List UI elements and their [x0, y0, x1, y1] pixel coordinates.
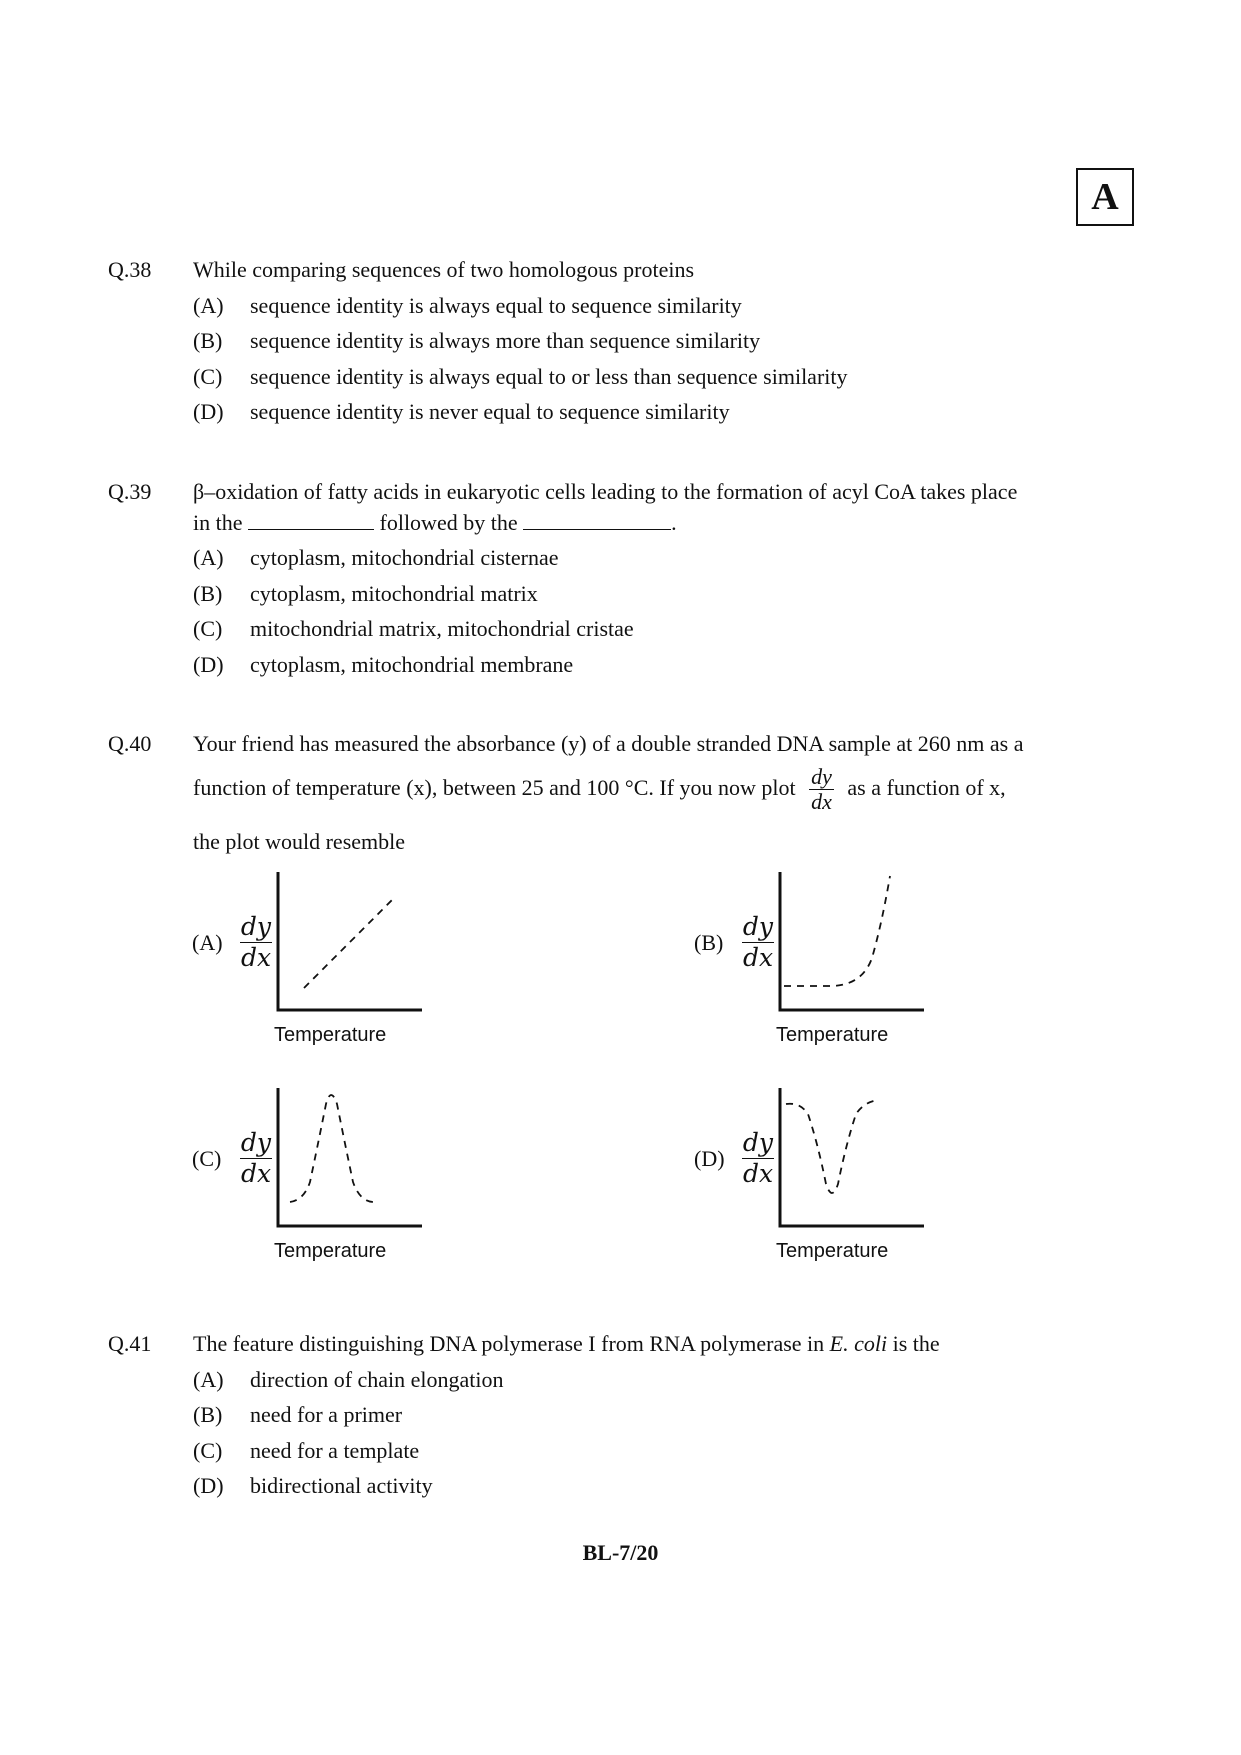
option-label: (A)	[193, 1367, 224, 1392]
graph-plot	[692, 868, 952, 1018]
option-label: (D)	[193, 652, 224, 677]
answer-blank-2	[523, 507, 671, 530]
curve-peak	[290, 1095, 374, 1202]
text-segment: is the	[892, 1331, 940, 1356]
option-text: bidirectional activity	[250, 1473, 433, 1498]
fraction-denominator: dx	[811, 789, 832, 815]
option-text: sequence identity is always equal to or less than sequence similarity	[250, 364, 848, 389]
option-text: cytoplasm, mitochondrial membrane	[250, 652, 574, 677]
graph-label: (A)	[192, 930, 223, 955]
option-text: mitochondrial matrix, mitochondrial cristae	[250, 616, 634, 641]
x-axis-label: Temperature	[776, 1024, 889, 1046]
question-text-line1: Your friend has measured the absorbance (y) of a double stranded DNA sample at 260 nm as a	[193, 731, 1024, 756]
curve-linear-increase	[304, 898, 394, 988]
option-text: cytoplasm, mitochondrial cisternae	[250, 545, 559, 570]
option-text: sequence identity is always equal to sequence similarity	[250, 293, 742, 318]
option-label: (A)	[193, 293, 224, 318]
text-segment: .	[671, 510, 677, 535]
x-axis-label: Temperature	[274, 1240, 387, 1262]
question-number: Q.38	[108, 257, 152, 282]
graph-option-d[interactable]	[692, 1084, 952, 1274]
option-text: sequence identity is always more than sequence similarity	[250, 328, 761, 353]
curve-exponential-rise	[784, 876, 890, 986]
y-axis-numerator: dy	[240, 1128, 272, 1157]
option-label: (B)	[193, 581, 223, 606]
answer-blank-1	[248, 507, 374, 530]
option-label: (C)	[193, 1438, 223, 1463]
question-number: Q.40	[108, 731, 152, 756]
option-label: (B)	[193, 1402, 223, 1427]
question-text	[193, 1326, 1133, 1362]
y-axis-denominator: dx	[742, 943, 774, 972]
y-axis-denominator: dx	[742, 1159, 774, 1188]
text-segment: function of temperature (x), between 25 and 100 °C. If you now plot	[193, 775, 796, 800]
option-text: direction of chain elongation	[250, 1367, 504, 1392]
option-text: need for a template	[250, 1438, 420, 1463]
graph-label: (C)	[192, 1146, 222, 1171]
option-text: need for a primer	[250, 1402, 403, 1427]
graph-label: (D)	[694, 1146, 725, 1171]
graph-label: (B)	[694, 930, 724, 955]
y-axis-numerator: dy	[742, 912, 774, 941]
organism-name: E. coli	[829, 1331, 888, 1356]
graph-plot	[692, 1084, 952, 1234]
graph-plot	[190, 868, 450, 1018]
graph-plot	[190, 1084, 450, 1234]
text-segment: followed by the	[379, 510, 518, 535]
question-text-line2	[193, 505, 1133, 541]
derivative-fraction	[809, 765, 834, 814]
question-text-line2	[193, 764, 1133, 814]
set-code-box	[1076, 168, 1134, 226]
y-axis-denominator: dx	[240, 943, 272, 972]
text-segment: in the	[193, 510, 243, 535]
question-text: While comparing sequences of two homologous proteins	[193, 257, 695, 282]
question-text-line1: β–oxidation of fatty acids in eukaryotic cells leading to the formation of acyl CoA takes place	[193, 479, 1018, 504]
graph-option-c[interactable]	[190, 1084, 450, 1274]
text-segment: as a function of x,	[847, 775, 1006, 800]
y-axis-numerator: dy	[742, 1128, 774, 1157]
text-segment: The feature distinguishing DNA polymerase I from RNA polymerase in	[193, 1331, 825, 1356]
question-text-line3: the plot would resemble	[193, 829, 406, 854]
curve-dip	[786, 1100, 878, 1193]
graph-option-a[interactable]	[190, 868, 450, 1058]
option-label: (D)	[193, 399, 224, 424]
x-axis-label: Temperature	[274, 1024, 387, 1046]
option-label: (B)	[193, 328, 223, 353]
y-axis-numerator: dy	[240, 912, 272, 941]
option-label: (C)	[193, 364, 223, 389]
option-text: cytoplasm, mitochondrial matrix	[250, 581, 538, 606]
question-number: Q.39	[108, 479, 152, 504]
option-label: (A)	[193, 545, 224, 570]
y-axis-denominator: dx	[240, 1159, 272, 1188]
option-text: sequence identity is never equal to sequence similarity	[250, 399, 730, 424]
page-footer: BL-7/20	[582, 1540, 659, 1565]
option-label: (D)	[193, 1473, 224, 1498]
graph-option-b[interactable]	[692, 868, 952, 1058]
set-code: A	[1091, 176, 1119, 218]
question-number: Q.41	[108, 1331, 152, 1356]
option-label: (C)	[193, 616, 223, 641]
fraction-numerator: dy	[811, 764, 832, 790]
x-axis-label: Temperature	[776, 1240, 889, 1262]
